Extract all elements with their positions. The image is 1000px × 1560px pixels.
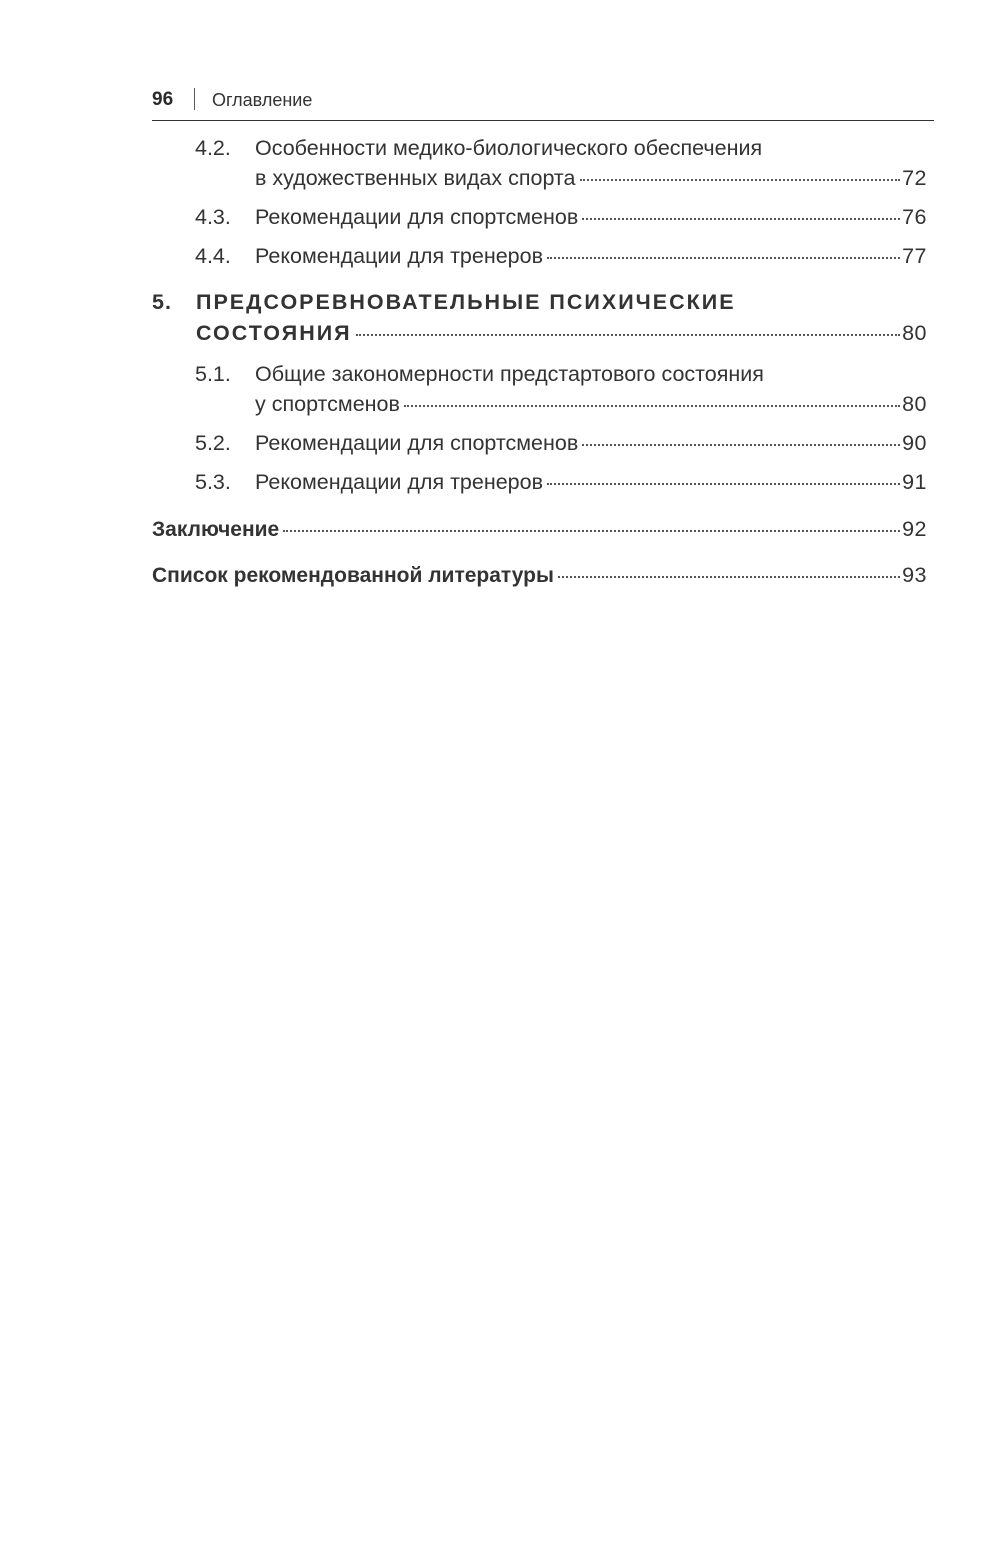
entry-title-line-1: Особенности медико-биологического обеспечения [255, 136, 763, 160]
dot-leader [582, 443, 900, 446]
entry-number: 5.2. [195, 431, 231, 455]
toc-entry-literature[interactable] [152, 563, 927, 595]
entry-number: 4.3. [195, 205, 231, 229]
running-title: Оглавление [212, 90, 313, 110]
page-number: 96 [152, 89, 174, 110]
dot-leader [404, 404, 900, 407]
toc-entry-4-3[interactable] [195, 205, 927, 237]
toc-entry-4-2[interactable] [195, 136, 927, 200]
toc-entry-conclusion[interactable] [152, 517, 927, 549]
entry-page-number: 72 [902, 166, 927, 190]
entry-last-line [152, 563, 927, 588]
dot-leader [582, 217, 900, 220]
entry-last-line [255, 244, 927, 269]
entry-title-line-2: в художественных видах спорта [255, 166, 576, 190]
toc-entry-4-4[interactable] [195, 244, 927, 276]
entry-number: 5.3. [195, 470, 231, 494]
toc-entry-5-3[interactable] [195, 470, 927, 502]
toc-entry-5-1[interactable] [195, 362, 927, 426]
entry-title: Список рекомендованной литературы [152, 564, 554, 587]
header-divider [194, 88, 195, 110]
page-header [152, 86, 934, 121]
dot-leader [356, 333, 900, 336]
entry-title: Рекомендации для тренеров [255, 470, 544, 494]
entry-page-number: 80 [902, 321, 927, 345]
chapter-title-line-2: СОСТОЯНИЯ [196, 321, 352, 345]
entry-page-number: 91 [902, 470, 927, 494]
entry-last-line [255, 166, 927, 191]
entry-last-line [255, 205, 927, 230]
entry-title: Заключение [152, 518, 280, 541]
entry-page-number: 80 [902, 392, 927, 416]
entry-page-number: 77 [902, 244, 927, 268]
toc-chapter-5[interactable] [152, 290, 927, 356]
dot-leader [580, 178, 901, 181]
toc-entry-5-2[interactable] [195, 431, 927, 463]
dot-leader [558, 575, 900, 578]
entry-title-line-1: Общие закономерности предстартового состояния [255, 362, 764, 386]
entry-page-number: 90 [902, 431, 927, 455]
entry-last-line [196, 321, 927, 346]
entry-last-line [255, 392, 927, 417]
entry-page-number: 93 [902, 563, 927, 587]
entry-title-line-2: у спортсменов [255, 392, 400, 416]
entry-number: 4.2. [195, 136, 231, 160]
chapter-title-line-1: ПРЕДСОРЕВНОВАТЕЛЬНЫЕ ПСИХИЧЕСКИЕ [196, 290, 736, 314]
entry-title: Рекомендации для спортсменов [255, 205, 579, 229]
entry-title: Рекомендации для тренеров [255, 244, 544, 268]
dot-leader [283, 529, 900, 532]
entry-title: Рекомендации для спортсменов [255, 431, 579, 455]
dot-leader [547, 482, 900, 485]
entry-number: 5.1. [195, 362, 231, 386]
entry-last-line [255, 470, 927, 495]
entry-number: 4.4. [195, 244, 231, 268]
entry-last-line [255, 431, 927, 456]
entry-page-number: 76 [902, 205, 927, 229]
entry-last-line [152, 517, 927, 542]
dot-leader [547, 256, 900, 259]
entry-page-number: 92 [902, 517, 927, 541]
chapter-number: 5. [152, 290, 172, 314]
